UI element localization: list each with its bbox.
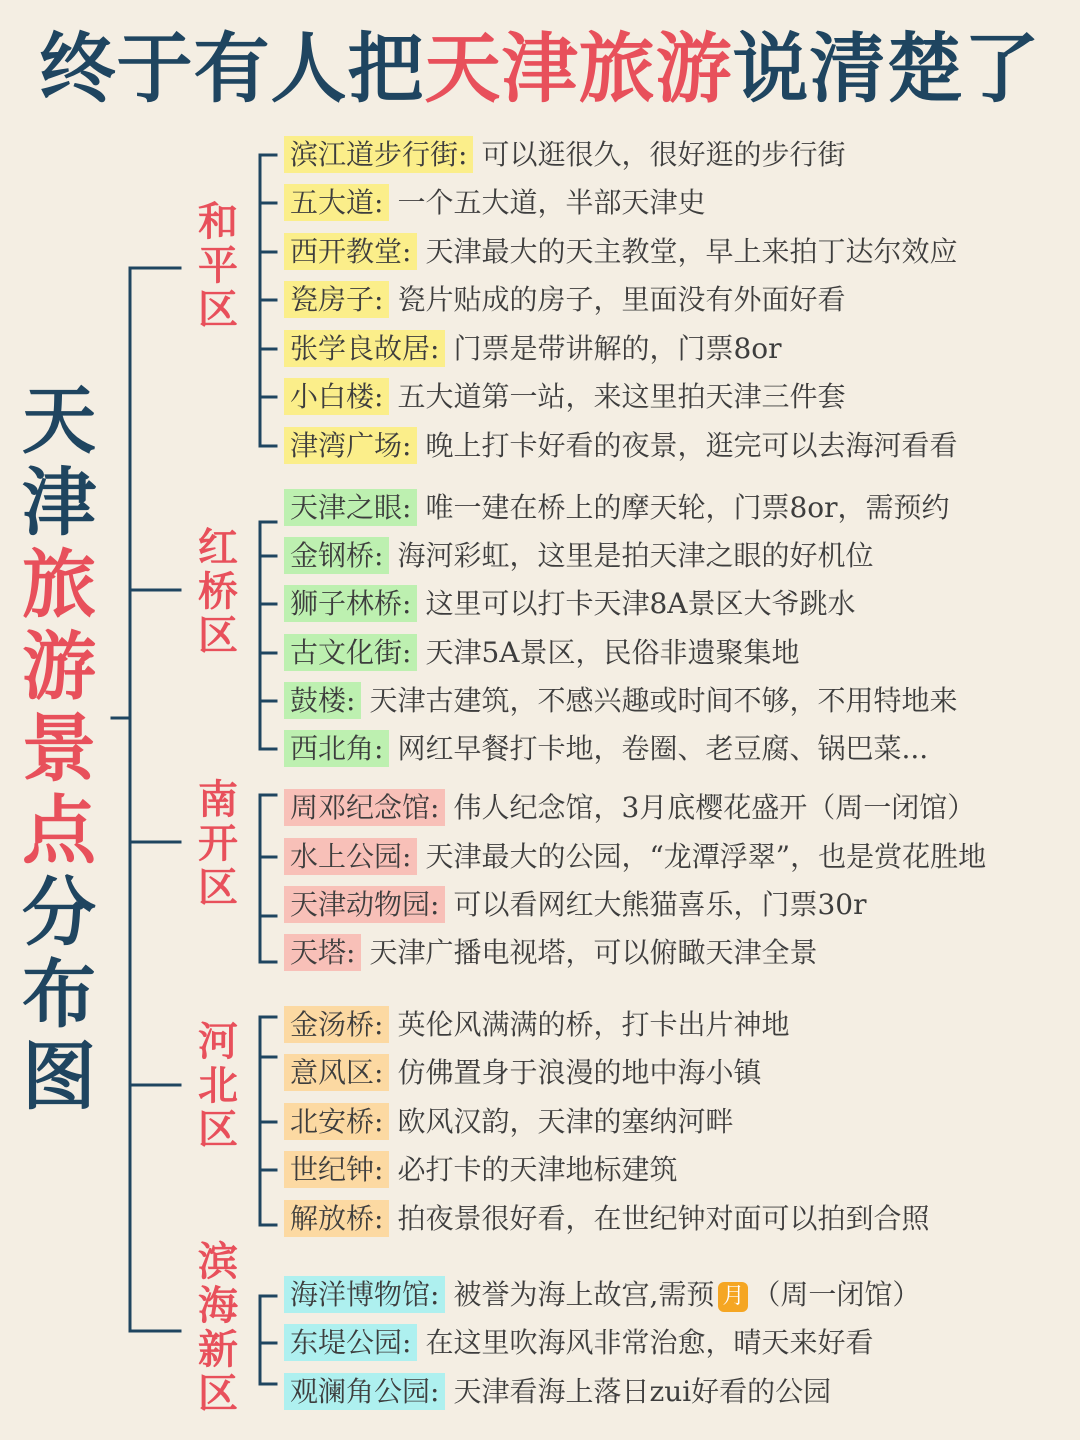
list-item: [284, 631, 799, 675]
list-item: [284, 375, 845, 419]
district-label-hongqiao: [194, 526, 242, 658]
spot-name: 五大道:: [284, 184, 389, 221]
spot-name: 北安桥:: [284, 1103, 389, 1140]
spot-desc-after: （周一闭馆）: [752, 1278, 921, 1311]
spot-desc: 门票是带讲解的，门票8or: [453, 332, 782, 365]
district-char: 桥: [198, 569, 238, 615]
list-item: [284, 1370, 831, 1414]
district-char: 平: [198, 243, 238, 289]
side-title-char: 点: [22, 788, 96, 874]
spot-name: 意风区:: [284, 1054, 389, 1091]
spot-name: 金汤桥:: [284, 1006, 389, 1043]
list-item: [284, 424, 957, 468]
side-title-char: 分: [22, 870, 96, 956]
moon-emoji-icon: 月: [718, 1282, 748, 1312]
spot-desc: 瓷片贴成的房子，里面没有外面好看: [397, 283, 846, 316]
spot-name: 小白楼:: [284, 378, 389, 415]
spot-desc: 天津5A景区，民俗非遗聚集地: [425, 636, 800, 669]
spot-name: 鼓楼:: [284, 682, 361, 719]
spot-name: 解放桥:: [284, 1200, 389, 1237]
side-title-char: 旅: [22, 542, 96, 628]
spot-desc: 晚上打卡好看的夜景，逛完可以去海河看看: [425, 429, 958, 462]
list-item: [284, 486, 950, 530]
spot-name: 世纪钟:: [284, 1151, 389, 1188]
list-item: [284, 582, 855, 626]
spot-name: 金钢桥:: [284, 537, 389, 574]
side-title-char: 布: [22, 952, 96, 1038]
spot-name: 东堤公园:: [284, 1324, 417, 1361]
spot-name: 天塔:: [284, 934, 361, 971]
bracket-heping: [260, 155, 276, 446]
spot-desc: 英伦风满满的桥，打卡出片神地: [397, 1008, 790, 1041]
list-item: [284, 727, 928, 771]
list-item: [284, 931, 817, 975]
district-label-nankai: [194, 778, 242, 910]
list-item: [284, 1273, 920, 1317]
list-item: [284, 1003, 789, 1047]
district-char: 滨: [198, 1239, 238, 1285]
spot-desc: 被誉为海上故宫,需预: [453, 1278, 715, 1311]
list-item: [284, 1321, 873, 1365]
district-char: 区: [198, 1371, 238, 1417]
spot-name: 津湾广场:: [284, 427, 417, 464]
side-title-char: 天: [22, 378, 96, 464]
spot-name: 瓷房子:: [284, 281, 389, 318]
list-item: [284, 786, 975, 830]
district-char: 南: [198, 777, 238, 823]
spot-desc: 天津看海上落日zui好看的公园: [453, 1375, 832, 1408]
spot-desc: 唯一建在桥上的摩天轮，门票8or，需预约: [425, 491, 950, 524]
list-item: [284, 1100, 733, 1144]
district-label-heping: [194, 200, 242, 332]
spot-name: 张学良故居:: [284, 330, 445, 367]
spot-name: 周邓纪念馆:: [284, 789, 445, 826]
bracket-binhai: [260, 1296, 276, 1384]
spot-desc: 可以逛很久，很好逛的步行街: [481, 138, 846, 171]
side-title-char: 游: [22, 624, 96, 710]
district-char: 区: [198, 613, 238, 659]
spot-name: 古文化街:: [284, 634, 417, 671]
district-char: 开: [198, 821, 238, 867]
spot-desc: 拍夜景很好看，在世纪钟对面可以拍到合照: [397, 1202, 930, 1235]
bracket-hebei: [260, 1017, 276, 1225]
list-item: [284, 883, 866, 927]
spot-desc: 天津广播电视塔，可以俯瞰天津全景: [369, 936, 818, 969]
title-highlight: 天津旅游: [424, 24, 733, 113]
side-title-char: 图: [22, 1034, 96, 1120]
district-char: 海: [198, 1283, 238, 1329]
spot-name: 西北角:: [284, 730, 389, 767]
spot-desc: 一个五大道，半部天津史: [397, 186, 706, 219]
side-title-char: 景: [22, 706, 96, 792]
spot-desc: 欧风汉韵，天津的塞纳河畔: [397, 1105, 734, 1138]
spot-desc: 天津最大的公园，“龙潭浮翠”，也是赏花胜地: [425, 840, 987, 873]
district-char: 区: [198, 865, 238, 911]
list-item: [284, 1148, 677, 1192]
spot-name: 海洋博物馆:: [284, 1276, 445, 1313]
list-item: [284, 1197, 929, 1241]
spot-desc: 网红早餐打卡地，卷圈、老豆腐、锅巴菜...: [397, 732, 929, 765]
district-char: 区: [198, 1107, 238, 1153]
list-item: [284, 327, 782, 371]
spot-name: 西开教堂:: [284, 233, 417, 270]
list-item: [284, 181, 705, 225]
list-item: [284, 534, 873, 578]
district-label-hebei: [194, 1020, 242, 1152]
district-char: 红: [198, 525, 238, 571]
spot-desc: 天津古建筑，不感兴趣或时间不够，不用特地来: [369, 684, 958, 717]
district-char: 和: [198, 199, 238, 245]
spot-name: 狮子林桥:: [284, 585, 417, 622]
spot-name: 滨江道步行街:: [284, 136, 473, 173]
spot-desc: 海河彩虹，这里是拍天津之眼的好机位: [397, 539, 874, 572]
spot-desc: 在这里吹海风非常治愈，晴天来好看: [425, 1326, 874, 1359]
spot-desc: 伟人纪念馆，3月底樱花盛开（周一闭馆）: [453, 791, 976, 824]
district-char: 北: [198, 1063, 238, 1109]
spot-desc: 五大道第一站，来这里拍天津三件套: [397, 380, 846, 413]
district-char: 新: [198, 1327, 238, 1373]
spot-desc: 天津最大的天主教堂，早上来拍丁达尔效应: [425, 235, 958, 268]
list-item: [284, 679, 957, 723]
spot-desc: 仿佛置身于浪漫的地中海小镇: [397, 1056, 762, 1089]
spot-name: 天津动物园:: [284, 886, 445, 923]
list-item: [284, 1051, 761, 1095]
district-char: 河: [198, 1019, 238, 1065]
district-label-binhai: [194, 1240, 242, 1416]
list-item: [284, 230, 957, 274]
list-item: [284, 133, 845, 177]
bracket-hongqiao: [260, 522, 276, 749]
title-prefix: 终于有人把: [39, 24, 425, 113]
spot-name: 天津之眼:: [284, 489, 417, 526]
spot-name: 观澜角公园:: [284, 1373, 445, 1410]
district-char: 区: [198, 287, 238, 333]
side-title-char: 津: [22, 460, 96, 546]
list-item: [284, 278, 845, 322]
spot-desc: 这里可以打卡天津8A景区大爷跳水: [425, 587, 856, 620]
title-suffix: 说清楚了: [732, 24, 1041, 113]
spot-desc: 必打卡的天津地标建筑: [397, 1153, 678, 1186]
bracket-nankai: [260, 795, 276, 962]
spot-name: 水上公园:: [284, 838, 417, 875]
spot-desc: 可以看网红大熊猫喜乐，门票30r: [453, 888, 867, 921]
list-item: [284, 835, 986, 879]
